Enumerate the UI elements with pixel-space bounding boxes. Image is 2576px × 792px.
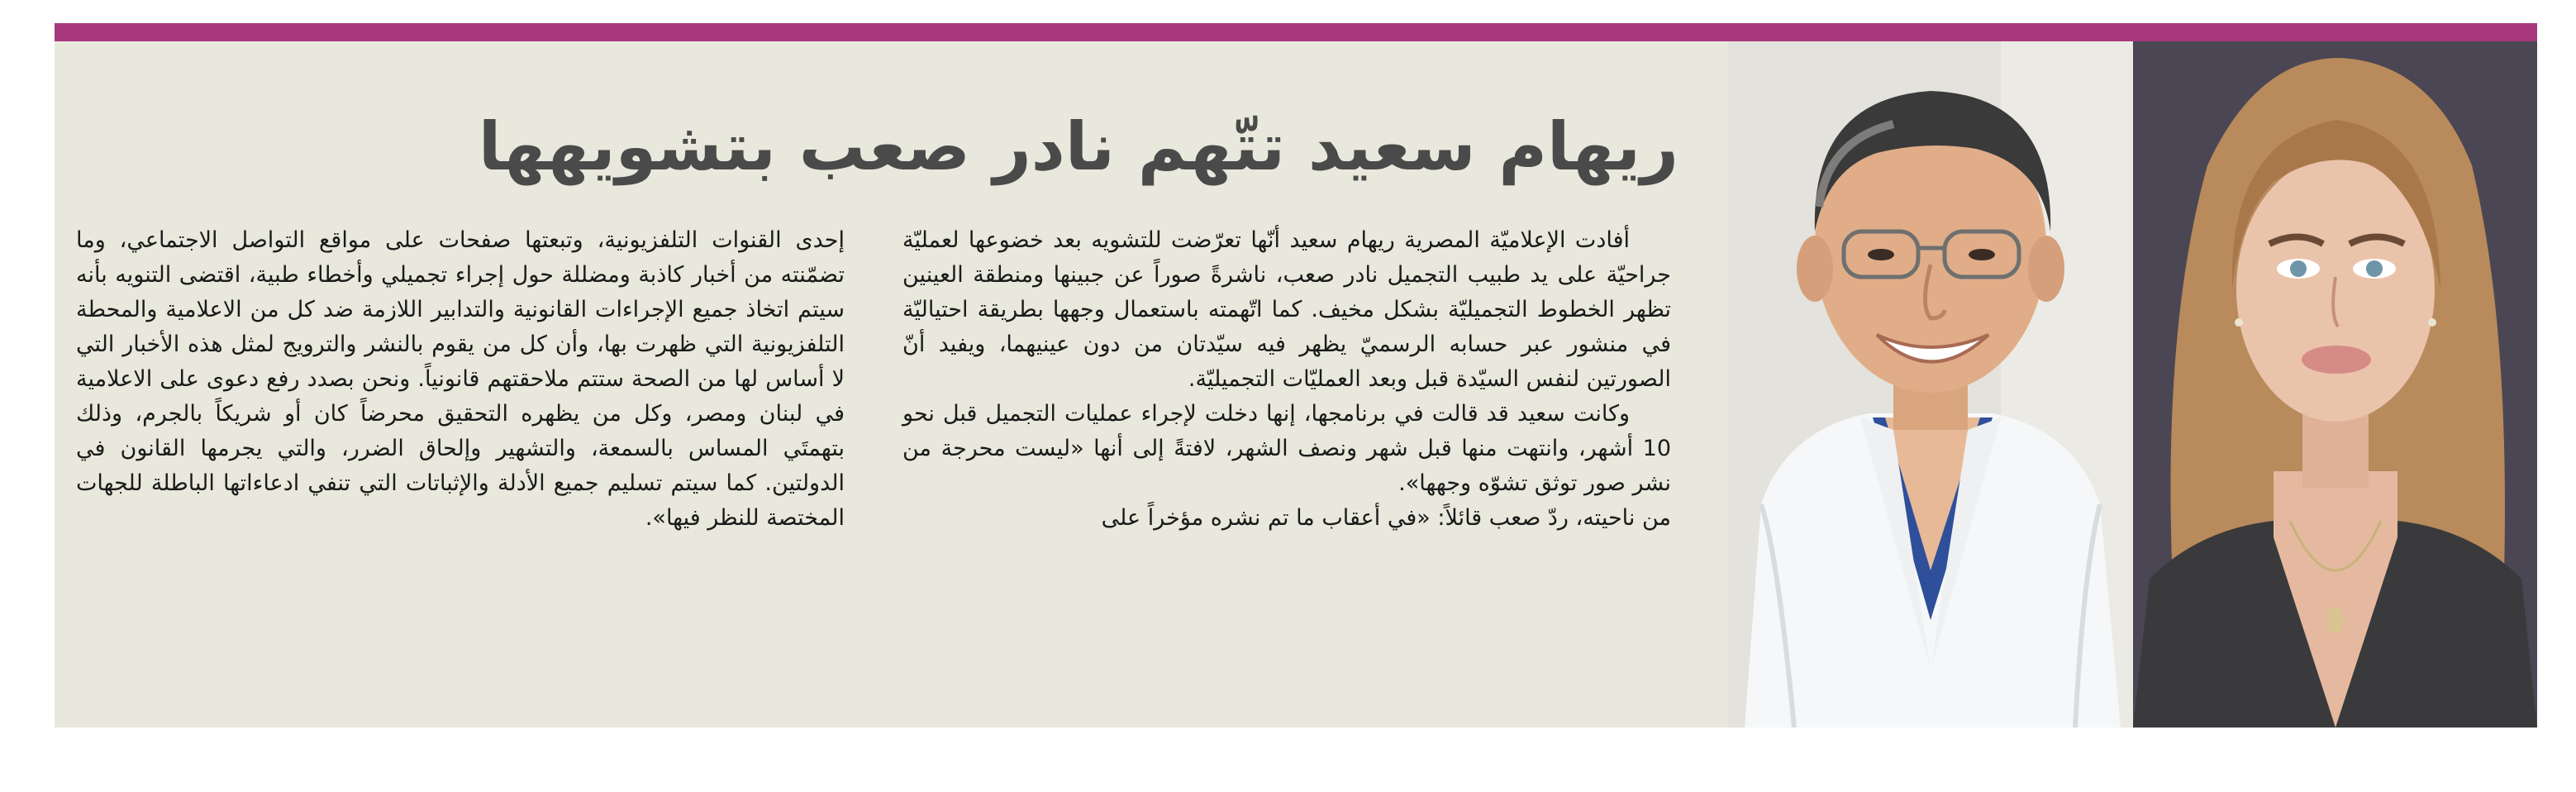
article-headline: ريهام سعيد تتّهم نادر صعب بتشويهها (478, 108, 1678, 185)
accent-top-bar (55, 23, 2537, 41)
paragraph-3: من ناحيته، ردّ صعب قائلاً: «في أعقاب ما تم نشره مؤخراً على (1101, 505, 1671, 531)
article-column-right (902, 223, 1671, 536)
paragraph-1: أفادت الإعلاميّة المصرية ريهام سعيد أنّها تعرّضت للتشويه بعد خضوعها لعمليّة جراحيّة على يد طبيب التجميل نادر صعب، ناشرةً صوراً عن جبينها ومنطقة العينين تظهر الخطوط التجميليّة بشكل مخيف. كما اتّهمته باستعمال وجهها بطريقة احتياليّة في منشور عبر حسابه الرسميّ يظهر فيه سيّدتان من دون عينيهما، ويفيد أنّ الصورتين لنفس السيّدة قبل وبعد العمليّات التجميليّة. (902, 227, 1671, 392)
doctor-portrait-illustration (1728, 41, 2133, 728)
woman-portrait-illustration (2133, 41, 2537, 728)
article-column-left (76, 223, 845, 536)
woman-photo (2133, 41, 2537, 728)
paragraph-2: وكانت سعيد قد قالت في برنامجها، إنها دخلت لإجراء عمليات التجميل قبل نحو 10 أشهر، وانتهت منها قبل شهر ونصف الشهر، لافتةً إلى أنها «ليست محرجة من نشر صور توثق تشوّه وجهها». (902, 401, 1671, 496)
paragraph-4: إحدى القنوات التلفزيونية، وتبعتها صفحات على مواقع التواصل الاجتماعي، وما تضمّنته من أخبار كاذبة ومضللة حول إجراء تجميلي وأخطاء طبية، اقتضى التنويه بأنه سيتم اتخاذ جميع الإجراءات القانونية والتدابير اللازمة ضد كل من الاعلامية والمحطة التلفزيونية التي ظهرت بها، وأن كل من يقوم بالنشر والترويج لمثل هذه الأخبار التي لا أساس لها من الصحة ستتم ملاحقتهم قانونياً. ونحن بصدد رفع دعوى على الاعلامية في لبنان ومصر، وكل من يظهره التحقيق محرضاً كان أو شريكاً بالجرم، وذلك بتهمتَي المساس بالسمعة، والتشهير وإلحاق الضرر، والتي يجرمها القانون في الدولتين. كما سيتم تسليم جميع الأدلة والإثباتات التي تنفي ادعاءاتها الباطلة للجهات المختصة للنظر فيها». (76, 227, 845, 531)
doctor-photo (1728, 41, 2133, 728)
